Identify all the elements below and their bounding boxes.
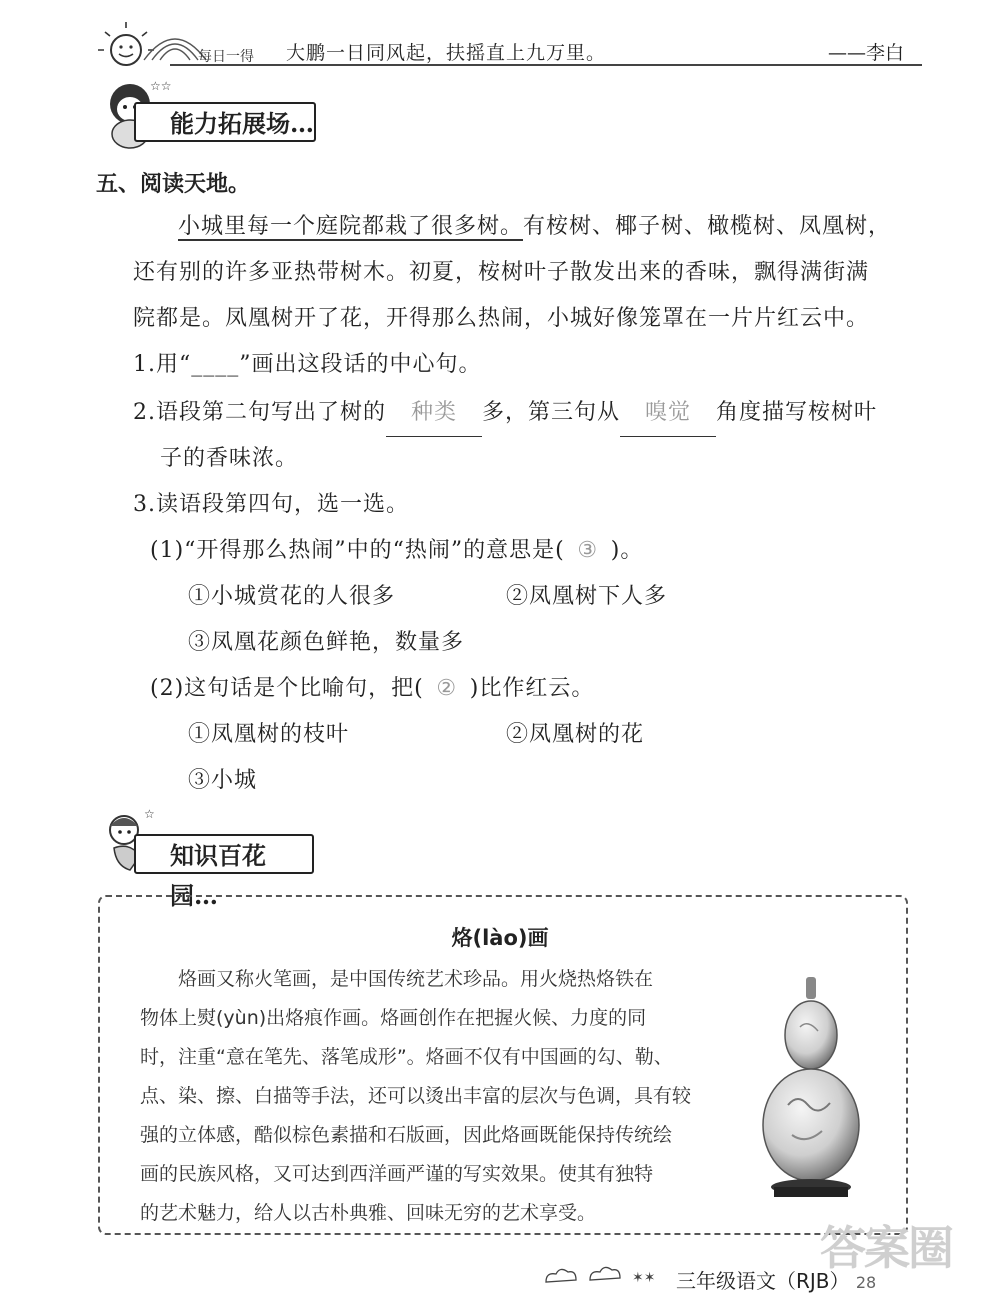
passage-line-1-rest: 有桉树、椰子树、橄榄树、凤凰树，	[523, 214, 892, 239]
knowledge-text	[140, 960, 720, 1233]
answer-blank-1[interactable]: 种类	[386, 390, 482, 437]
header-motto: 大鹏一日同风起，扶摇直上九万里。	[286, 42, 607, 64]
passage-line-2: 还有别的许多亚热带树木。初夏，桉树叶子散发出来的香味，飘得满街满	[133, 260, 870, 285]
question-3-sub-2	[150, 666, 594, 712]
question-2	[133, 390, 877, 437]
svg-text:✶✶: ✶✶	[632, 1270, 656, 1286]
knowledge-line: 的艺术魅力，给人以古朴典雅、回味无穷的艺术享受。	[140, 1202, 597, 1224]
passage-line-1	[178, 204, 891, 250]
page-number: 28	[855, 1273, 877, 1292]
header-tag: 每日一得	[198, 49, 254, 65]
knowledge-line: 烙画又称火笔画，是中国传统艺术珍品。用火烧热烙铁在	[178, 968, 654, 990]
sub-1-option-1: ①小城赏花的人很多	[188, 584, 396, 609]
question-2-part3: 角度描写桉树叶	[716, 400, 878, 425]
question-1: 1.用“____”画出这段话的中心句。	[133, 352, 482, 377]
watermark: 答案圈	[820, 1221, 952, 1275]
sub-2-answer[interactable]: ②	[436, 676, 458, 701]
sub-1-answer[interactable]: ③	[577, 538, 599, 563]
sub-1-suffix: )。	[610, 538, 644, 563]
svg-text:☆☆: ☆☆	[150, 79, 172, 93]
question-2-part2: 多，第三句从	[482, 400, 621, 425]
sub-1-prefix: (1)“开得那么热闹”中的“热闹”的意思是(	[150, 538, 565, 563]
knowledge-line: 时，注重“意在笔先、落笔成形”。烙画不仅有中国画的勾、勒、	[140, 1046, 673, 1068]
question-3-title: 3.读语段第四句，选一选。	[133, 492, 409, 517]
question-2-line-2: 子的香味浓。	[160, 446, 299, 471]
banner-label-2: 知识百花园…	[134, 834, 314, 874]
exercise-heading: 五、阅读天地。	[96, 171, 251, 197]
gourd-artwork-image	[752, 975, 872, 1209]
knowledge-line: 强的立体感，酷似棕色素描和石版画，因此烙画既能保持传统绘	[140, 1124, 673, 1146]
central-sentence: 小城里每一个庭院都栽了很多树。	[178, 214, 524, 239]
answer-blank-2[interactable]: 嗅觉	[620, 390, 716, 437]
sub-2-prefix: (2)这句话是个比喻句，把(	[150, 676, 424, 701]
question-3-sub-1	[150, 528, 643, 574]
sub-2-option-1: ①凤凰树的枝叶	[188, 722, 350, 747]
knowledge-title: 烙(lào)画	[451, 926, 549, 950]
question-2-part1: 2.语段第二句写出了树的	[133, 400, 386, 425]
sub-1-option-3: ③凤凰花颜色鲜艳，数量多	[188, 630, 465, 655]
knowledge-line: 点、染、擦、白描等手法，还可以烫出丰富的层次与色调，具有较	[140, 1085, 692, 1107]
sub-1-option-2: ②凤凰树下人多	[506, 584, 668, 609]
footer-grade-label: 三年级语文（RJB）	[676, 1269, 850, 1293]
sub-2-option-3: ③小城	[188, 768, 258, 793]
sub-2-suffix: )比作红云。	[469, 676, 595, 701]
header-author: ——李白	[828, 42, 905, 64]
footer-cloud-doodles-icon	[540, 1260, 670, 1294]
svg-text:☆: ☆	[144, 807, 155, 821]
banner-label: 能力拓展场…	[134, 102, 316, 142]
knowledge-line: 物体上熨(yùn)出烙痕作画。烙画创作在把握火候、力度的同	[140, 1007, 647, 1029]
sub-2-option-2: ②凤凰树的花	[506, 722, 645, 747]
knowledge-line: 画的民族风格，又可达到西洋画严谨的写实效果。使其有独特	[140, 1163, 654, 1185]
passage-line-3: 院都是。凤凰树开了花，开得那么热闹，小城好像笼罩在一片片红云中。	[133, 306, 870, 331]
